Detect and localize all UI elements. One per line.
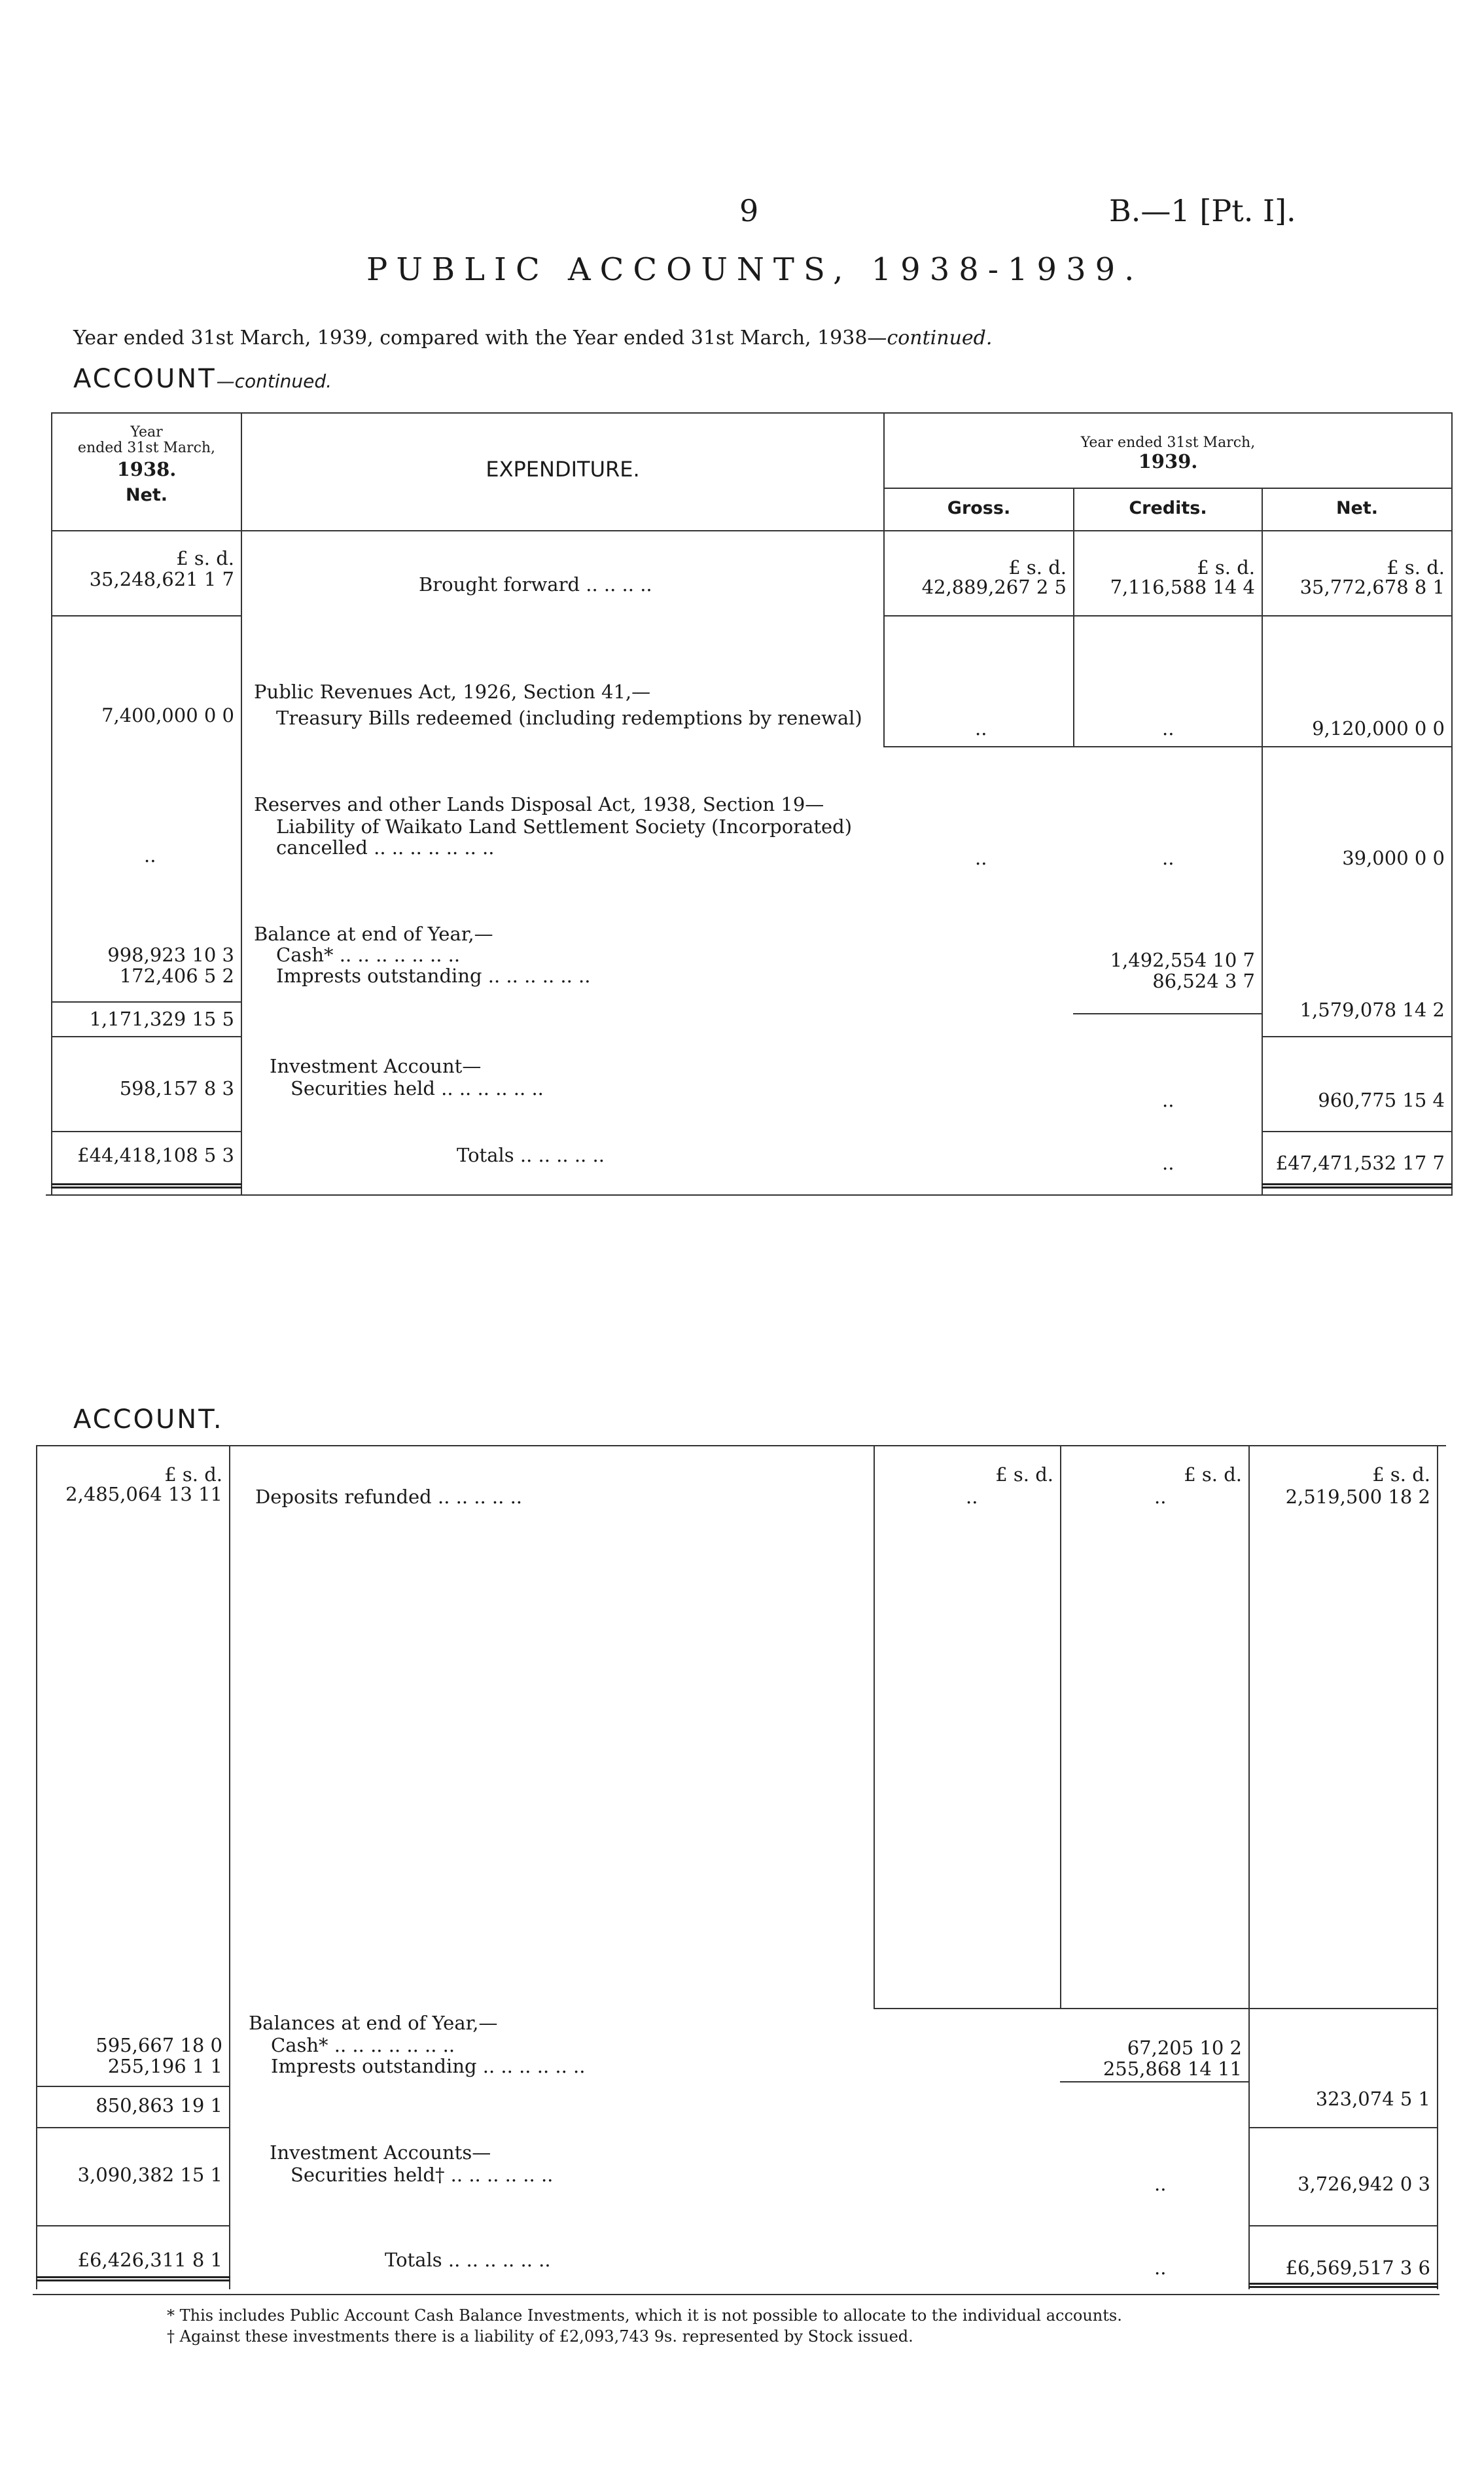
page-number: 9 (739, 193, 759, 228)
pr-gross-value: .. (975, 717, 987, 740)
bf-credits-value: 7,116,588 14 4 (1110, 576, 1255, 598)
inv-label-line1: Investment Account— (270, 1055, 482, 1077)
cash-prev-value: 998,923 10 3 (107, 944, 234, 966)
subtitle-continued: continued. (887, 327, 993, 349)
units-gross: £ s. d. (1008, 556, 1067, 579)
s2-dep-gross-value: .. (966, 1486, 978, 1508)
subtitle-main: Year ended 31st March, 1939, compared with the Year ended 31st March, 1938— (73, 327, 887, 349)
page-subtitle (73, 327, 992, 349)
rs-label-line1: Reserves and other Lands Disposal Act, 1938, Section 19— (254, 793, 824, 815)
bal-prev-total: 1,171,329 15 5 (89, 1008, 234, 1030)
col-year-ended-label: Year ended 31st March, (1080, 435, 1256, 451)
imprests-prev-value: 172,406 5 2 (119, 965, 234, 987)
col-prev-year-value: 1938. (116, 458, 177, 480)
units-credits: £ s. d. (1197, 556, 1255, 579)
s2-units-credits: £ s. d. (1184, 1463, 1242, 1486)
cash-label: Cash* .. .. .. .. .. .. .. (276, 944, 461, 966)
s2-imprests-label: Imprests outstanding .. .. .. .. .. .. (271, 2055, 586, 2077)
col-net-header: Net. (1335, 498, 1379, 518)
bf-net-value: 35,772,678 8 1 (1299, 576, 1445, 598)
col-year-value: 1939. (1138, 450, 1198, 473)
units-prev: £ s. d. (176, 547, 234, 569)
bf-label: Brought forward .. .. .. .. (419, 573, 652, 596)
s2-imprests-prev-value: 255,196 1 1 (107, 2055, 222, 2077)
imprests-label: Imprests outstanding .. .. .. .. .. .. (276, 965, 591, 987)
s2-dep-net-value: 2,519,500 18 2 (1285, 1486, 1430, 1508)
s2-totals-credits-value: .. (1154, 2257, 1167, 2279)
section1-heading-continued: —continued. (216, 370, 332, 392)
cash-credits-value: 1,492,554 10 7 (1110, 949, 1255, 971)
bal-label: Balance at end of Year,— (254, 923, 493, 945)
bf-prev-value: 35,248,621 1 7 (89, 568, 234, 590)
s2-bal-prev-total: 850,863 19 1 (96, 2094, 222, 2117)
rs-label-line3: cancelled .. .. .. .. .. .. .. (276, 836, 495, 859)
s2-inv-label-line2: Securities held† .. .. .. .. .. .. (291, 2164, 554, 2186)
inv-net-value: 960,775 15 4 (1318, 1089, 1445, 1111)
s2-totals-label: Totals .. .. .. .. .. .. (385, 2249, 551, 2271)
totals-prev-value: £44,418,108 5 3 (77, 1144, 234, 1166)
rs-net-value: 39,000 0 0 (1342, 847, 1445, 869)
s2-totals-prev-value: £6,426,311 8 1 (77, 2249, 222, 2271)
bf-gross-value: 42,889,267 2 5 (921, 576, 1067, 598)
s2-cash-label: Cash* .. .. .. .. .. .. .. (271, 2034, 455, 2056)
s2-imprests-credits-value: 255,868 14 11 (1103, 2058, 1242, 2080)
inv-label-line2: Securities held .. .. .. .. .. .. (291, 1077, 544, 1099)
document-ref: B.—1 [Pt. I]. (1109, 193, 1296, 228)
footnote-dagger: † Against these investments there is a liability of £2,093,743 9s. represented by Stock issued. (167, 2327, 913, 2346)
rs-gross-value: .. (975, 847, 987, 869)
col-credits-header: Credits. (1129, 498, 1207, 518)
s2-inv-net-value: 3,726,942 0 3 (1298, 2173, 1430, 2195)
totals-net-value: £47,471,532 17 7 (1275, 1152, 1445, 1174)
col-prev-ended-label: ended 31st March, (77, 440, 216, 456)
inv-prev-value: 598,157 8 3 (119, 1077, 234, 1099)
s2-bal-label: Balances at end of Year,— (249, 2012, 498, 2034)
pr-label-line1: Public Revenues Act, 1926, Section 41,— (254, 681, 651, 703)
section2-heading: ACCOUNT. (73, 1404, 224, 1435)
pr-credits-value: .. (1162, 717, 1175, 740)
col-expenditure-header: EXPENDITURE. (486, 457, 640, 482)
col-gross-header: Gross. (947, 498, 1011, 518)
col-prev-net-header: Net. (125, 485, 168, 505)
s2-dep-prev-value: 2,485,064 13 11 (65, 1483, 222, 1505)
pr-net-value: 9,120,000 0 0 (1312, 717, 1445, 740)
s2-inv-prev-value: 3,090,382 15 1 (77, 2164, 222, 2186)
s2-units-prev: £ s. d. (164, 1463, 222, 1486)
s2-cash-credits-value: 67,205 10 2 (1127, 2037, 1242, 2059)
s2-cash-prev-value: 595,667 18 0 (96, 2034, 222, 2056)
rs-label-line2: Liability of Waikato Land Settlement Society (Incorporated) (276, 815, 853, 838)
s2-units-gross: £ s. d. (995, 1463, 1053, 1486)
col-prev-year-label: Year (130, 424, 163, 440)
bal-net-value: 1,579,078 14 2 (1299, 999, 1445, 1021)
pr-label-line2: Treasury Bills redeemed (including redemptions by renewal) (276, 707, 862, 729)
pr-prev-value: 7,400,000 0 0 (101, 704, 234, 726)
s2-inv-credits-value: .. (1154, 2173, 1167, 2195)
totals-label: Totals .. .. .. .. .. (457, 1144, 605, 1166)
page-title: PUBLIC ACCOUNTS, 1938-1939. (366, 251, 1144, 288)
s2-units-net: £ s. d. (1372, 1463, 1430, 1486)
s2-dep-label: Deposits refunded .. .. .. .. .. (255, 1486, 523, 1508)
s2-totals-net-value: £6,569,517 3 6 (1285, 2257, 1430, 2279)
s2-dep-credits-value: .. (1154, 1486, 1167, 1508)
rs-prev-value: .. (144, 844, 156, 867)
s2-bal-net-value: 323,074 5 1 (1315, 2088, 1430, 2110)
units-net: £ s. d. (1387, 556, 1445, 579)
section1-heading (73, 364, 332, 397)
section1-heading-text: ACCOUNT (73, 364, 217, 394)
footnote-star: * This includes Public Account Cash Balance Investments, which it is not possible to allocate to the individual accounts. (167, 2306, 1122, 2325)
s2-inv-label-line1: Investment Accounts— (270, 2141, 491, 2164)
totals-credits-value: .. (1162, 1152, 1175, 1174)
imprests-credits-value: 86,524 3 7 (1152, 970, 1255, 992)
inv-credits-value: .. (1162, 1089, 1175, 1111)
rs-credits-value: .. (1162, 847, 1175, 869)
